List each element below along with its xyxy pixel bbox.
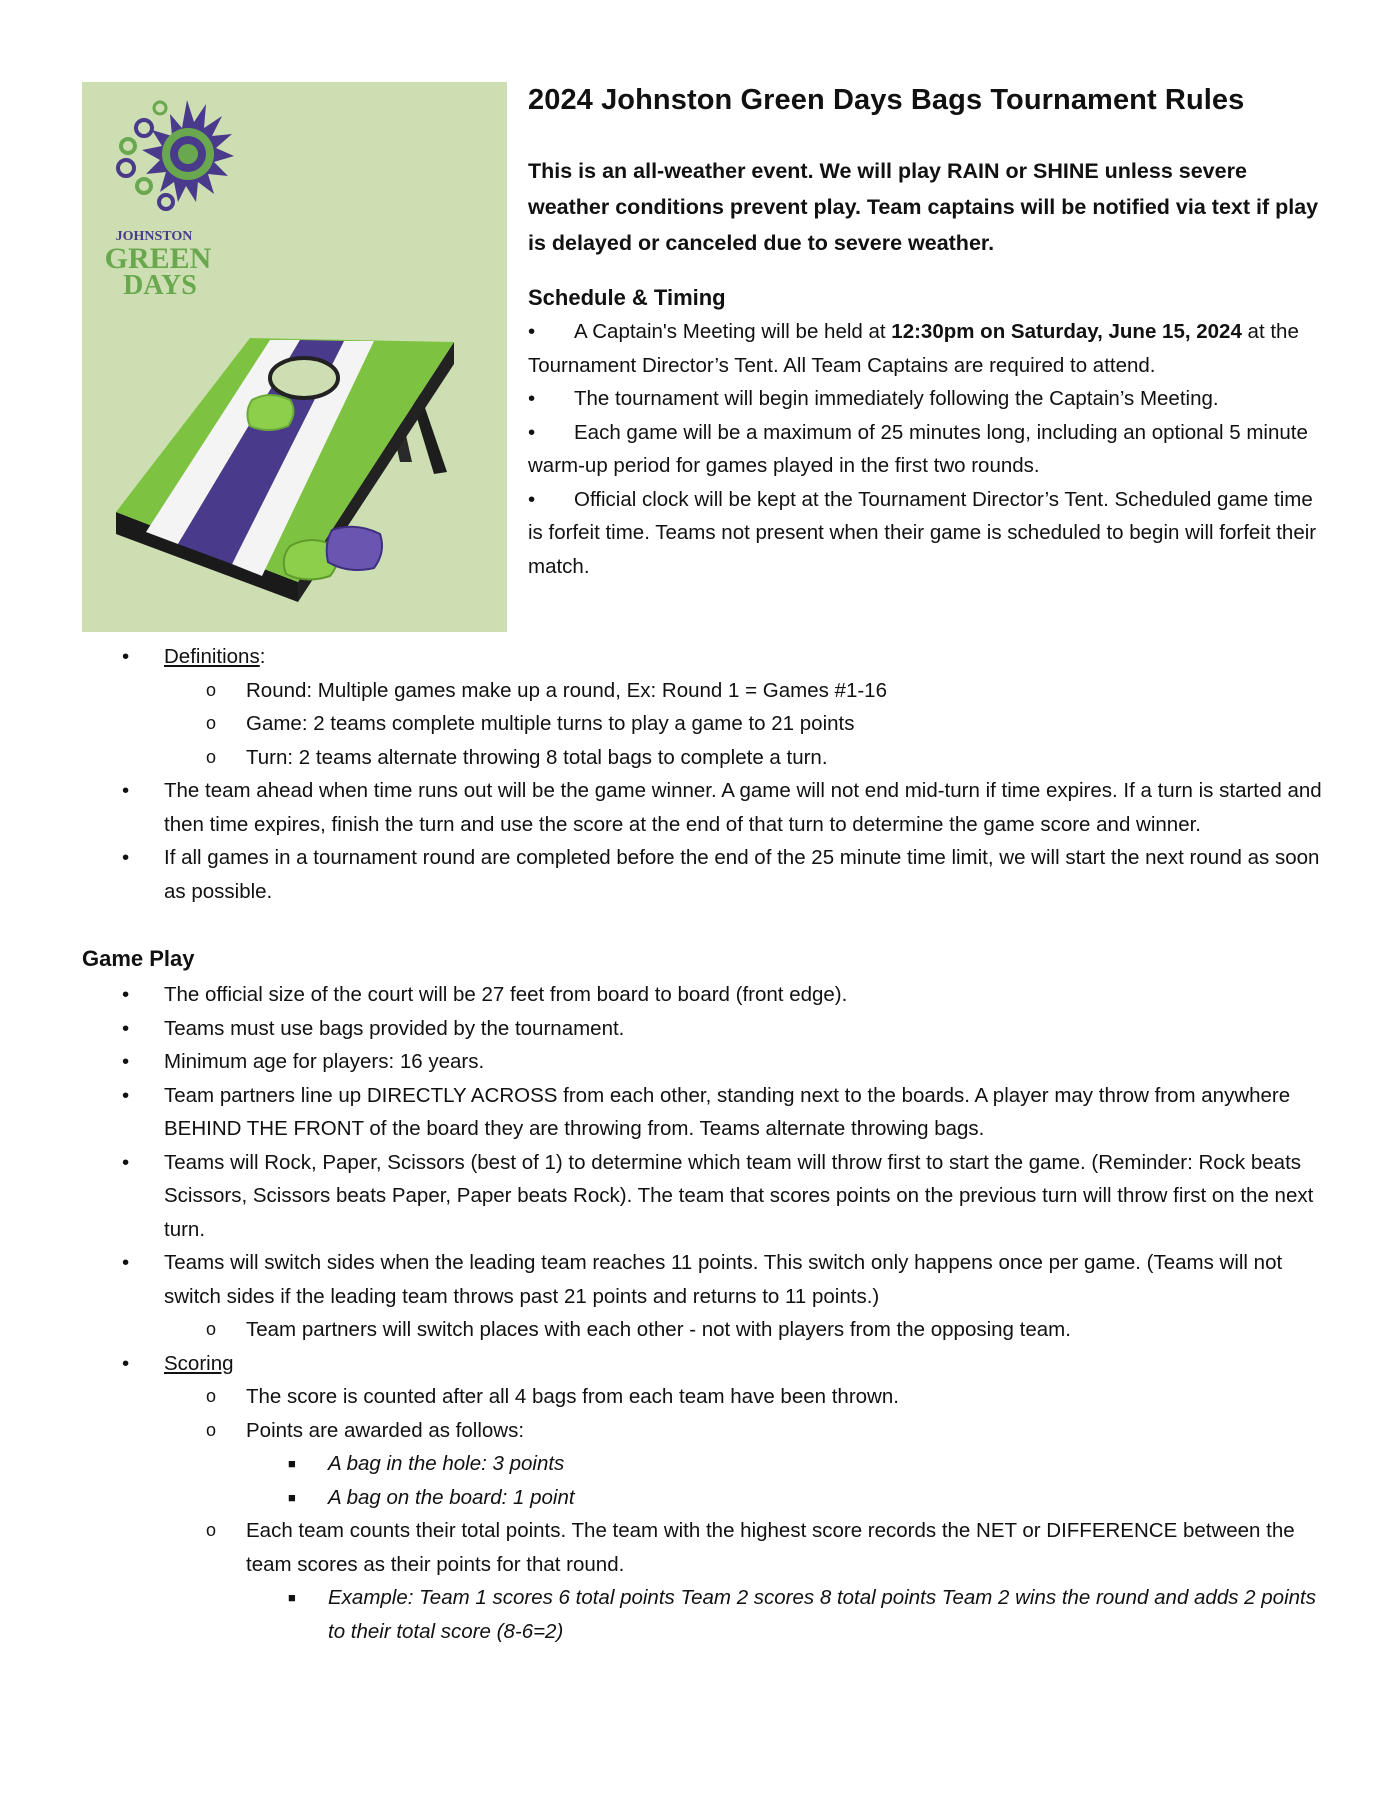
list-item: o Each team counts their total points. The team with the highest score records the NET or DIFFERENCE between the team scores as their points for that round. <box>206 1519 1295 1576</box>
list-item: o Round: Multiple games make up a round, Ex: Round 1 = Games #1-16 <box>206 678 887 702</box>
bullet-marker: • <box>528 487 536 511</box>
list-item: • Teams will Rock, Paper, Scissors (best of 1) to determine which team will throw first to start the game. (Reminder: Rock beats Scissors, Scissors beats Paper, Paper beats Rock). The team that scores points on the previous turn will throw first on the next turn. <box>122 1150 1314 1241</box>
hero-image <box>82 82 507 632</box>
list-item: • The official size of the court will be 27 feet from board to board (front edge). <box>122 983 848 1006</box>
schedule-item: • Each game will be a maximum of 25 minutes long, including an optional 5 minute warm-up period for games played in the first two rounds. <box>528 416 1328 483</box>
definitions-list <box>82 640 1322 908</box>
list-item: o Team partners will switch places with each other - not with players from the opposing team. <box>206 1318 1071 1341</box>
logo-text-days: DAYS <box>123 270 197 301</box>
logo-text-johnston: JOHNSTON <box>115 229 193 244</box>
list-item: • Minimum age for players: 16 years. <box>122 1050 485 1073</box>
list-item: ■ Example: Team 1 scores 6 total points Team 2 scores 8 total points Team 2 wins the round and adds 2 points to their total score (8-6=2) <box>288 1586 1316 1643</box>
list-item: o Points are awarded as follows: <box>206 1418 525 1442</box>
intro-paragraph: This is an all-weather event. We will play RAIN or SHINE unless severe weather conditions prevent play. Team captains will be notified via text if play is delayed or canceled due to severe weather. <box>528 159 1319 255</box>
list-item-definitions: • Definitions: <box>122 645 266 668</box>
schedule-list <box>528 315 1328 583</box>
page-title: 2024 Johnston Green Days Bags Tournament Rules <box>528 84 1245 116</box>
cornhole-illustration <box>82 82 507 632</box>
bullet-marker: • <box>528 387 536 410</box>
game-play-heading: Game Play <box>82 946 195 971</box>
list-item: o The score is counted after all 4 bags from each team have been thrown. <box>206 1385 899 1408</box>
schedule-item: • Official clock will be kept at the Tournament Director’s Tent. Scheduled game time is forfeit time. Teams not present when their game is scheduled to begin will forfeit their match. <box>528 483 1328 584</box>
bullet-marker: • <box>528 320 536 343</box>
list-item: • Teams will switch sides when the leading team reaches 11 points. This switch only happens once per game. (Teams will not switch sides if the leading team throws past 21 points and returns to 11 points.) <box>122 1251 1283 1308</box>
logo-text-green: GREEN <box>104 242 212 275</box>
lower-content <box>82 640 1322 1648</box>
list-item: • If all games in a tournament round are completed before the end of the 25 minute time limit, we will start the next round as soon as possible. <box>122 846 1320 903</box>
schedule-item: • The tournament will begin immediately following the Captain’s Meeting. <box>528 382 1328 416</box>
definitions-label: Definitions <box>164 645 260 668</box>
list-item: ■ A bag on the board: 1 point <box>288 1485 575 1509</box>
schedule-heading: Schedule & Timing <box>528 285 726 310</box>
game-play-list <box>82 978 1322 1648</box>
schedule-item: • A Captain's Meeting will be held at 12:30pm on Saturday, June 15, 2024 at the Tournament Director’s Tent. All Team Captains are required to attend. <box>528 315 1328 382</box>
list-item-scoring: • Scoring <box>122 1351 234 1375</box>
list-item: • The team ahead when time runs out will be the game winner. A game will not end mid-turn if time expires. If a turn is started and then time expires, finish the turn and use the score at the end of that turn to determine the game score and winner. <box>122 779 1322 836</box>
list-item: o Turn: 2 teams alternate throwing 8 total bags to complete a turn. <box>206 745 828 769</box>
bullet-marker: • <box>528 420 536 444</box>
scoring-label: Scoring <box>164 1351 234 1375</box>
list-item: o Game: 2 teams complete multiple turns to play a game to 21 points <box>206 712 855 735</box>
list-item: • Team partners line up DIRECTLY ACROSS from each other, standing next to the boards. A player may throw from anywhere BEHIND THE FRONT of the board they are throwing from. Teams alternate throwing bags. <box>122 1083 1291 1140</box>
right-column <box>528 84 1328 583</box>
list-item: • Teams must use bags provided by the tournament. <box>122 1016 625 1040</box>
list-item: ■ A bag in the hole: 3 points <box>288 1452 565 1475</box>
